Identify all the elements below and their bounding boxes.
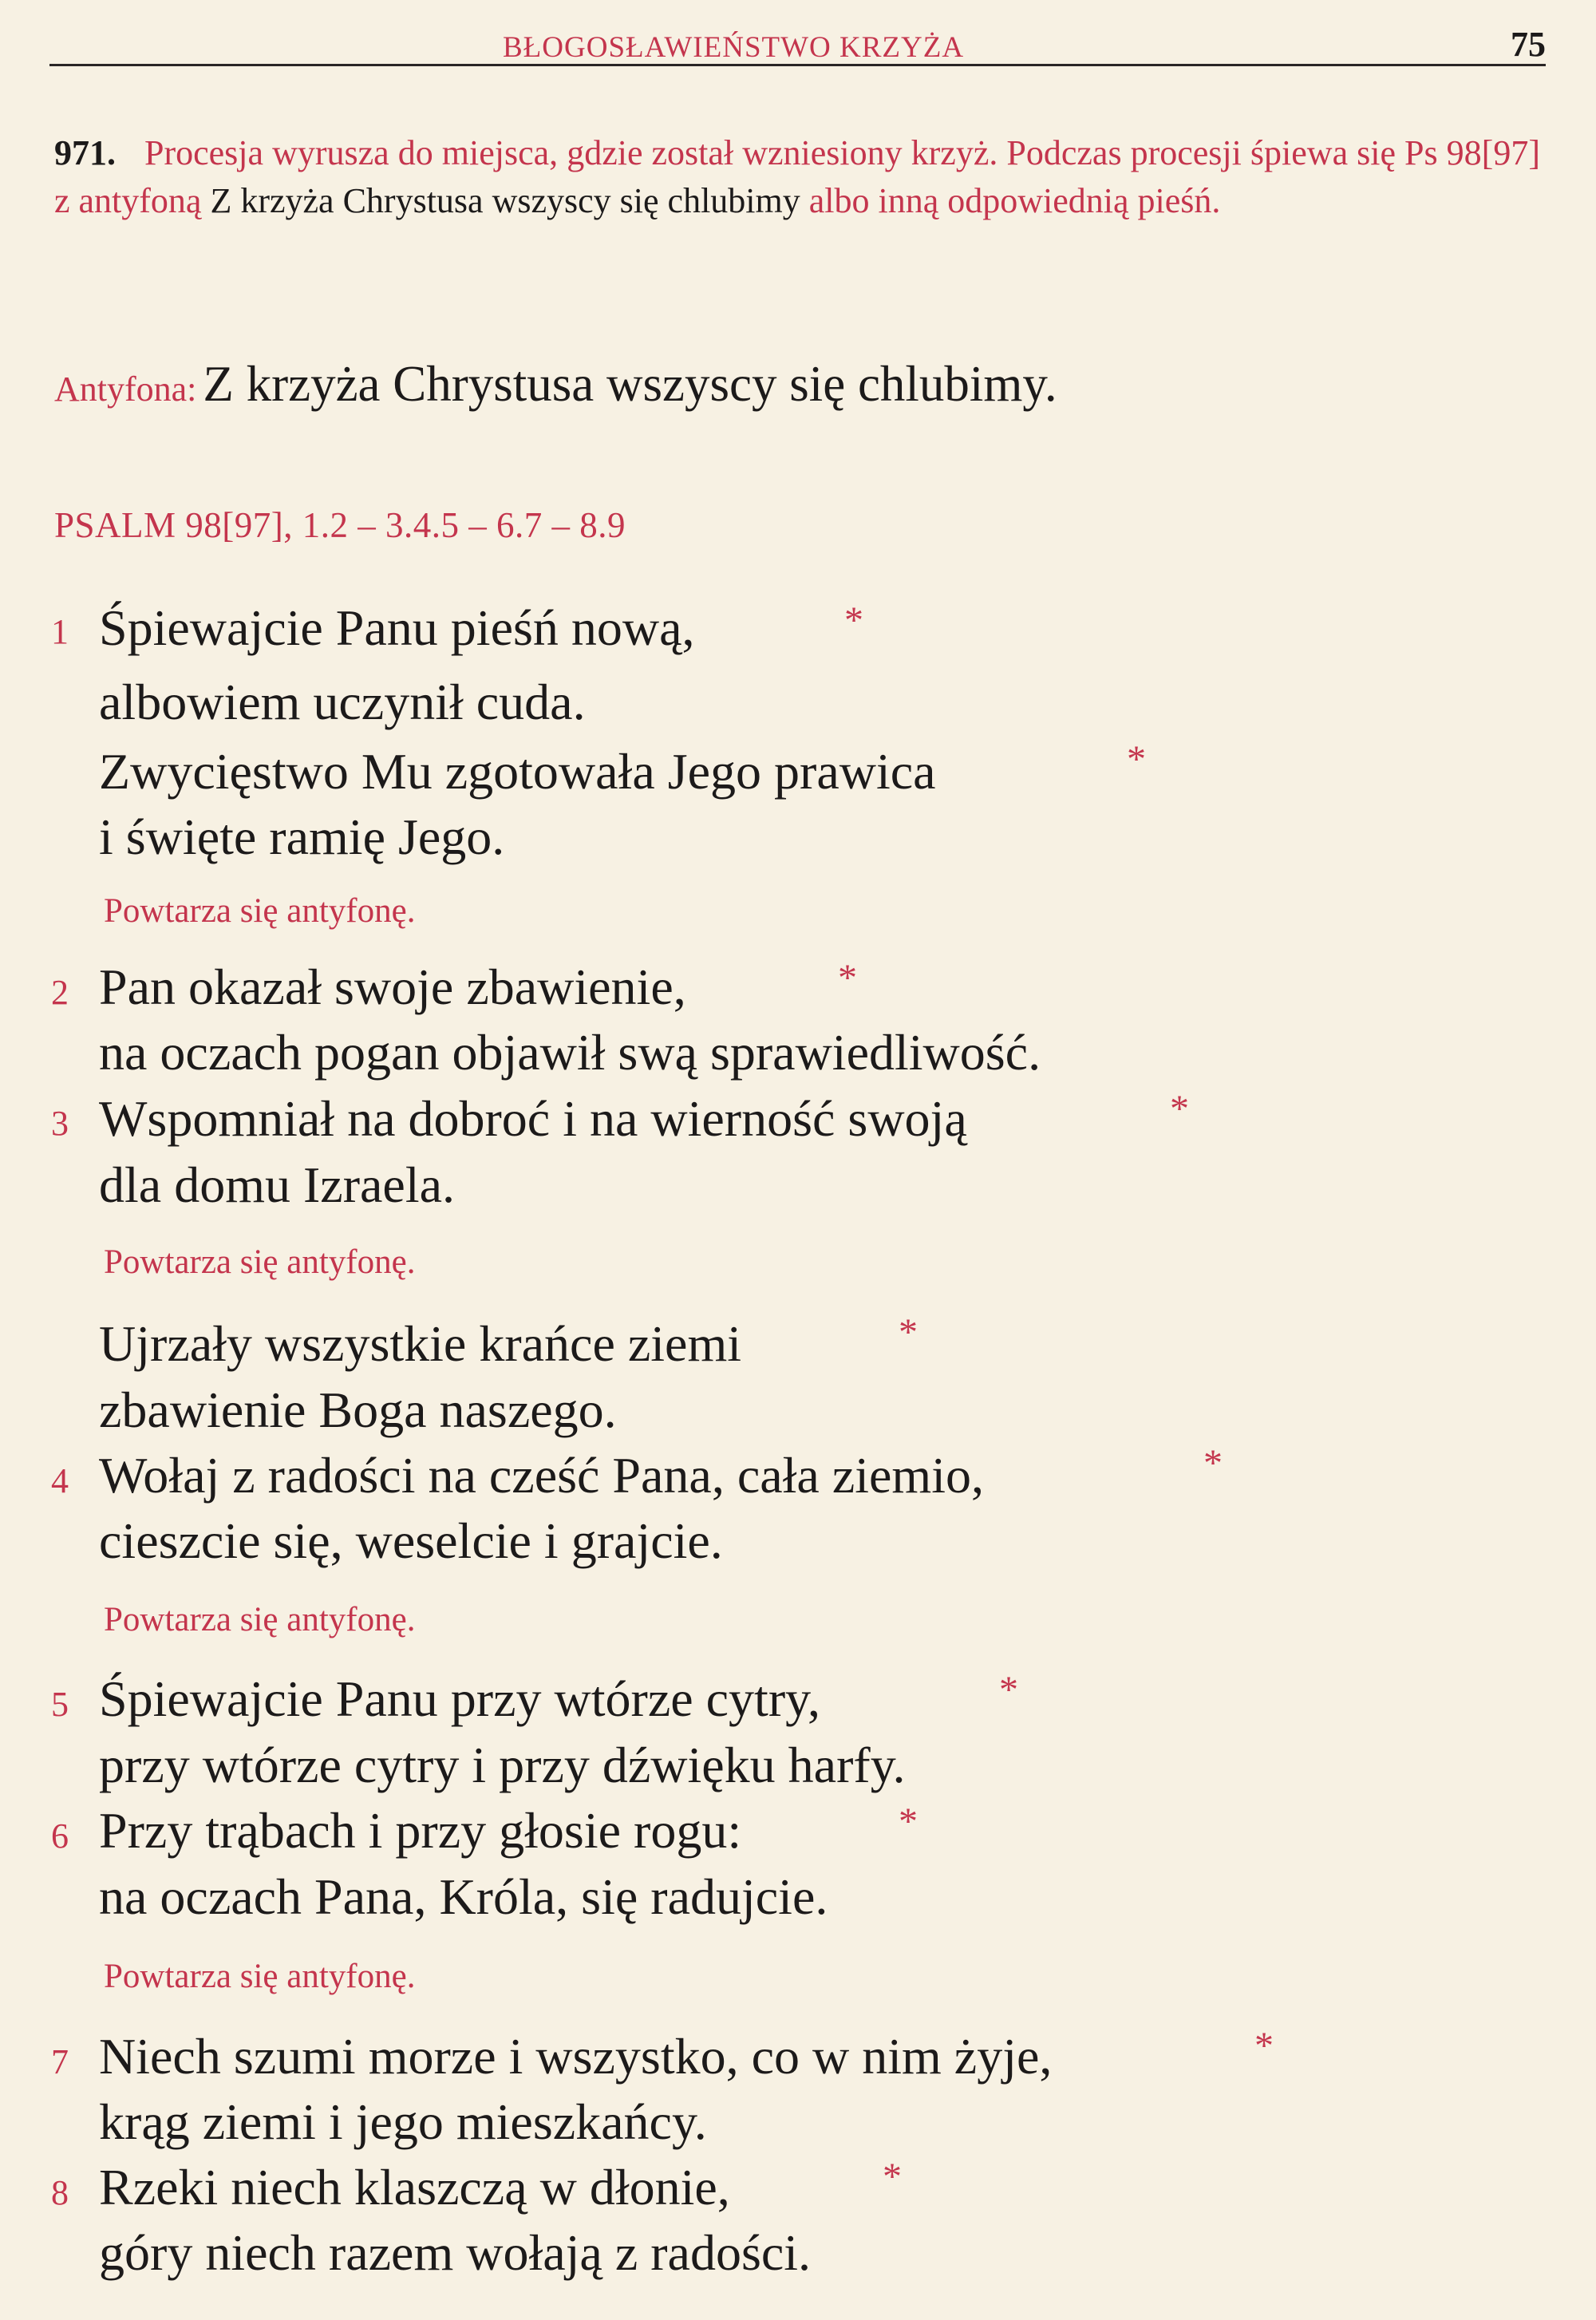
verse-number: 2 [51,973,69,1012]
psalm-line: Pan okazał swoje zbawienie, [99,958,686,1015]
psalm-line: albowiem uczynił cuda. [99,674,586,730]
rubric-text: Procesja wyrusza do miejsca, gdzie został wzniesiony krzyż. Podczas procesji śpiewa się Ps 98[97] z antyfoną [54,133,1540,220]
antiphon [54,355,1057,413]
psalm-line: Zwycięstwo Mu zgotowała Jego prawica [99,743,936,800]
verse-number: 5 [51,1685,69,1724]
verse-number: 1 [51,612,69,651]
psalm-line: Śpiewajcie Panu pieśń nową, [99,599,695,656]
psalm-line: Ujrzały wszystkie krańce ziemi [99,1315,741,1372]
verse-number: 7 [51,2042,69,2081]
psalm-reference: PSALM 98[97], 1.2 – 3.4.5 – 6.7 – 8.9 [54,505,626,545]
repeat-antiphon-note: Powtarza się antyfonę. [104,892,416,930]
psalm-line: Wspomniał na dobroć i na wierność swoją [99,1090,967,1147]
asterisk-mark: * [1203,1442,1223,1484]
psalm-line: i święte ramię Jego. [99,808,505,865]
antiphon-label: Antyfona: [54,370,197,409]
asterisk-mark: * [844,599,863,642]
repeat-antiphon-note: Powtarza się antyfonę. [104,1958,416,1995]
antiphon-text: Z krzyża Chrystusa wszyscy się chlubimy. [203,356,1057,412]
psalm-line: Wołaj z radości na cześć Pana, cała ziemio, [99,1447,984,1504]
psalm-line: cieszcie się, weselcie i grajcie. [99,1512,723,1569]
repeat-antiphon-note: Powtarza się antyfonę. [104,1601,416,1638]
psalm-line: krąg ziemi i jego mieszkańcy. [99,2093,707,2150]
psalm-line: przy wtórze cytry i przy dźwięku harfy. [99,1737,906,1793]
psalm-line: dla domu Izraela. [99,1156,455,1213]
running-title: BŁOGOSŁAWIEŃSTWO KRZYŻA [503,31,965,64]
asterisk-mark: * [899,1800,918,1843]
asterisk-mark: * [899,1311,918,1354]
psalm-line: na oczach pogan objawił swą sprawiedliwość. [99,1024,1041,1081]
psalm-line: Śpiewajcie Panu przy wtórze cytry, [99,1670,820,1727]
verse-number: 4 [51,1461,69,1500]
rubric-antiphon-reference: Z krzyża Chrystusa wszyscy się chlubimy [210,181,800,220]
psalm-line: zbawienie Boga naszego. [99,1381,617,1438]
asterisk-mark: * [838,957,857,999]
rubric-paragraph [54,129,1540,225]
asterisk-mark: * [999,1669,1018,1711]
verse-number: 8 [51,2173,69,2212]
psalm-line: Niech szumi morze i wszystko, co w nim żyje, [99,2028,1053,2085]
verse-number: 6 [51,1816,69,1856]
repeat-antiphon-note: Powtarza się antyfonę. [104,1243,416,1281]
psalm-line: Rzeki niech klaszczą w dłonie, [99,2159,730,2215]
psalm-line: na oczach Pana, Króla, się radujcie. [99,1868,828,1925]
asterisk-mark: * [1127,738,1146,781]
psalm-line: Przy trąbach i przy głosie rogu: [99,1802,742,1859]
asterisk-mark: * [883,2156,902,2198]
page-header [49,22,1546,66]
rubric-number: 971. [54,133,116,172]
asterisk-mark: * [1170,1088,1189,1130]
asterisk-mark: * [1254,2025,1274,2067]
page-number: 75 [1511,25,1546,64]
verse-number: 3 [51,1104,69,1143]
rubric-text-end: albo inną odpowiednią pieśń. [808,181,1221,220]
psalm-line: góry niech razem wołają z radości. [99,2224,812,2281]
